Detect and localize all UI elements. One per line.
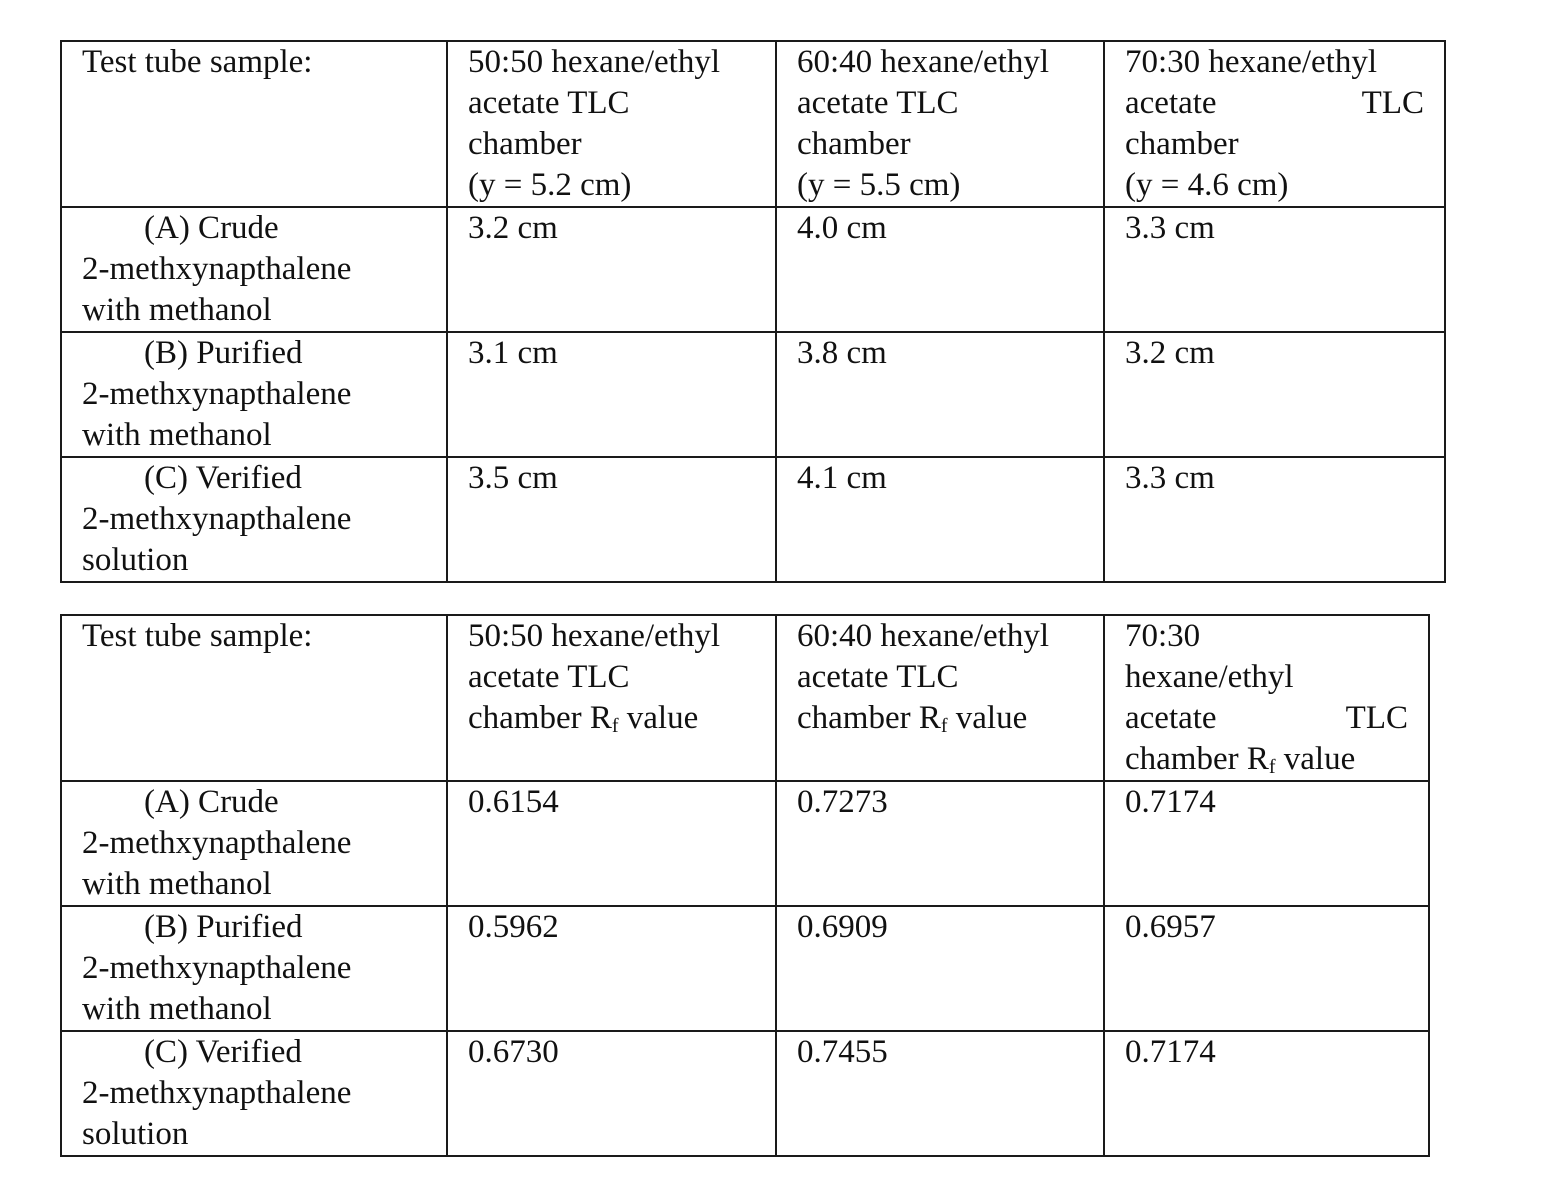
value-cell: 3.3 cm: [1104, 207, 1445, 332]
table-row: [61, 332, 1445, 457]
sample-label-cell: (B) Purified 2-methxynapthalene with methanol: [61, 332, 447, 457]
value-cell: 0.6957: [1104, 906, 1429, 1031]
value-cell: 3.2 cm: [447, 207, 776, 332]
value-cell: 3.2 cm: [1104, 332, 1445, 457]
header-cell-6040: 60:40 hexane/ethyl acetate TLC chamber $R_f$ value: [776, 615, 1104, 781]
value-cell: 0.6909: [776, 906, 1104, 1031]
value-cell: 3.5 cm: [447, 457, 776, 582]
table-row: [61, 781, 1429, 906]
value-cell: 4.1 cm: [776, 457, 1104, 582]
header-cell-sample: Test tube sample:: [61, 615, 447, 781]
value-cell: 3.8 cm: [776, 332, 1104, 457]
value-cell: 0.7174: [1104, 781, 1429, 906]
sample-label-cell: (B) Purified 2-methxynapthalene with methanol: [61, 906, 447, 1031]
header-cell-sample: Test tube sample:: [61, 41, 447, 207]
tlc-distance-table: [60, 40, 1446, 583]
value-cell: 0.5962: [447, 906, 776, 1031]
value-cell: 4.0 cm: [776, 207, 1104, 332]
value-cell: 0.6730: [447, 1031, 776, 1156]
table-header-row: [61, 41, 1445, 207]
header-cell-6040: 60:40 hexane/ethyl acetate TLC chamber (y = 5.5 cm): [776, 41, 1104, 207]
sample-label-cell: (C) Verified 2-methxynapthalene solution: [61, 457, 447, 582]
table-row: [61, 906, 1429, 1031]
table-row: [61, 207, 1445, 332]
table-header-row: [61, 615, 1429, 781]
table-row: [61, 1031, 1429, 1156]
sample-label-cell: (A) Crude 2-methxynapthalene with methanol: [61, 207, 447, 332]
value-cell: 0.7174: [1104, 1031, 1429, 1156]
header-cell-5050: 50:50 hexane/ethyl acetate TLC chamber $R_f$ value: [447, 615, 776, 781]
value-cell: 3.3 cm: [1104, 457, 1445, 582]
header-cell-7030: 70:30 hexane/ethyl acetate TLC chamber (y = 4.6 cm): [1104, 41, 1445, 207]
sample-label-cell: (A) Crude 2-methxynapthalene with methanol: [61, 781, 447, 906]
value-cell: 3.1 cm: [447, 332, 776, 457]
value-cell: 0.6154: [447, 781, 776, 906]
header-cell-5050: 50:50 hexane/ethyl acetate TLC chamber (y = 5.2 cm): [447, 41, 776, 207]
value-cell: 0.7455: [776, 1031, 1104, 1156]
header-cell-7030: 70:30 hexane/ethyl acetate TLC chamber $R_f$ value: [1104, 615, 1429, 781]
table-row: [61, 457, 1445, 582]
sample-label-cell: (C) Verified 2-methxynapthalene solution: [61, 1031, 447, 1156]
value-cell: 0.7273: [776, 781, 1104, 906]
tlc-rf-value-table: [60, 614, 1430, 1157]
